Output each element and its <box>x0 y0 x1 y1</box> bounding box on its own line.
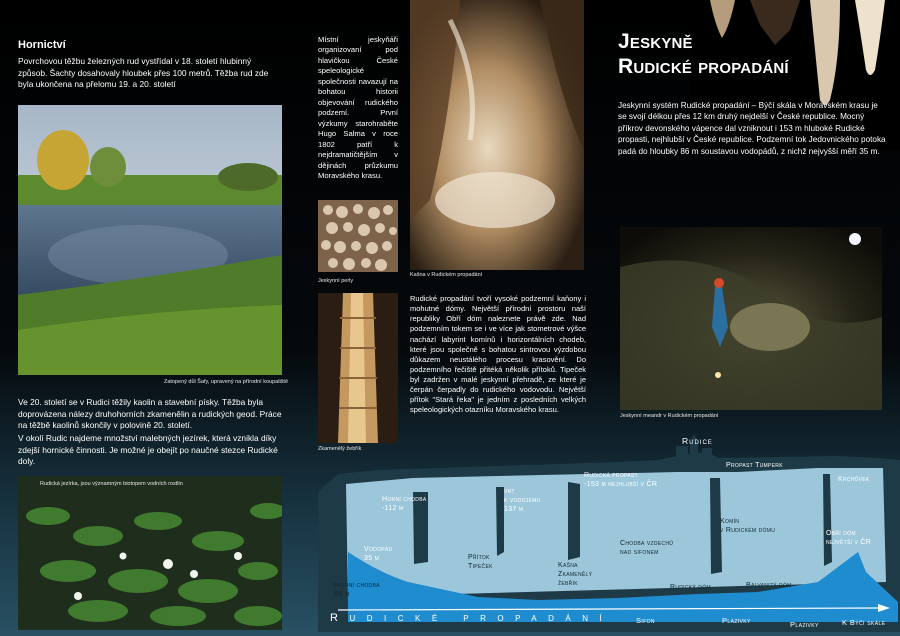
label-spodni-chodba: Spodní chodba -86 m <box>332 582 380 598</box>
map-title: Rudické propadání <box>330 612 614 624</box>
label-balvanity-dom: Balvanitý dóm <box>746 582 792 589</box>
title-line-2: Rudické propadání <box>618 54 789 78</box>
title-line-1: Jeskyně <box>618 30 693 53</box>
label-plazivky-2: Plazivky <box>790 620 819 629</box>
cave-pool-caption: Kašna v Rudickém propadání <box>410 272 483 278</box>
label-kasna: Kašna Zkamenělý žebřík <box>558 562 593 587</box>
label-pritok: Přítok Tipeček <box>468 554 493 570</box>
label-plazivky-1: Plazivky <box>722 616 751 625</box>
cave-map-drawing <box>318 432 900 636</box>
cave-pearls-photo <box>318 200 398 272</box>
cavers-text: Místní jeskyňáři organizovaní pod hlavičkou České speleologické společnosti navazují na bohatou historii objevování rudického podzemí. První výzkumy starohraběte Hugo Salma v roce 1802 patří k nejdramatičtějším v dějinách průzkumu Moravského krasu. <box>318 35 398 181</box>
section-heading-mining: Hornictví <box>18 39 66 51</box>
label-horni-chodba: Horní chodba -112 m <box>382 496 427 512</box>
label-k-byci-skale: K Býčí skále <box>842 618 886 627</box>
label-propast: Rudická propast -153 m nejhlubší v ČR <box>584 472 658 488</box>
cave-description-text: Rudické propadání tvoří vysoké podzemní kaňony i mohutné dómy. Největší přírodní prostoru naší republiky Obří dóm naleznete právě zde. Nad podzemním tokem se i ve více jak stometrové výšce nachází labyrint komínů i horizontálních chodeb, které jsou společně s bohatou sintrovou výzdobou důkazem neustálého procesu krasovění. Do podzemního řečiště přitéká několik přítoků. Tipeček byl zadržen v malé jeskynní přehradě, ze které je čerpán čerpadly do rudického vodovodu. Největší přítok "Stará řeka" je jedním z posledních velkých speleologických otazníku Moravského krasu. <box>410 294 586 415</box>
label-chodba-vzdechu: Chodba vzdechů nad sifonem <box>620 540 674 556</box>
cave-cross-section-map <box>318 432 900 636</box>
cave-system-intro: Jeskynní systém Rudické propadání – Býčí skála v Moravském krasu je se svojí délkou přes 12 km druhý nejdelší v České republice. Mocný příkrov devonského vápence dal vzniknout i 153 m hluboké Rudické propasti, nejhlubší v České republice. Podzemní tok Jedovnického potoka padá do hloubky 86 m soustavou vodopádů, z nichž nejvyšší měří 35 m. <box>618 101 886 156</box>
lakes-text: V okolí Rudic najdeme množství malebných jezírek, která vznikla díky zdejší hornické činnosti. Je možné je obejít po naučné stezce Rudické doly. <box>18 433 278 467</box>
water-lilies-caption: Rudická jezírka, jsou významným biotopem vodních rostlin <box>40 481 183 487</box>
flooded-mine-caption: Zatopený důl Šafy, upravený na přírodní koupaliště <box>163 379 288 385</box>
flooded-mine-photo <box>18 105 282 375</box>
label-vodopad: Vodopád 35 m <box>364 546 393 562</box>
label-vrt: vrt k vodojemu 137 m <box>504 488 541 513</box>
label-rudicky-dom: Rudický dóm <box>670 584 711 591</box>
label-krchuvek: Krchůvek <box>838 476 870 483</box>
cave-pearls-caption: Jeskynní perly <box>318 278 354 284</box>
cave-meander-caption: Jeskynní meandr v Rudickém propadání <box>620 413 719 419</box>
mining-intro-text: Povrchovou těžbu železných rud vystřídal v 18. století hlubinný způsob. Šachty dosahovaly hloubek přes 100 metrů. Těžba rud zde byla ukončena na přelomu 19. a 20. století <box>18 56 269 90</box>
label-propast-tumperk: Propast Tumperk <box>726 462 783 469</box>
village-label: Rudice <box>682 436 713 446</box>
kaolin-text: Ve 20. století se v Rudici těžily kaolin a stavební písky. Těžba byla doprovázena nálezy druhohorních zkamenělin a rudických geod. Práce na těžbě kaolinů skončily v polovině 20. století. <box>18 397 282 431</box>
label-obri-dom: Obří dóm největší v ČR <box>826 530 872 546</box>
water-lilies-photo <box>18 476 282 630</box>
petrified-ladder-caption: Zkamenělý žebřík <box>318 446 362 452</box>
cave-pool-photo <box>410 0 584 270</box>
label-sifon: Sifon <box>636 616 655 625</box>
petrified-ladder-photo <box>318 293 398 443</box>
label-komin: Komín v Rudickém dómu <box>720 518 776 534</box>
page-title <box>618 30 838 79</box>
cave-meander-photo <box>620 227 882 410</box>
